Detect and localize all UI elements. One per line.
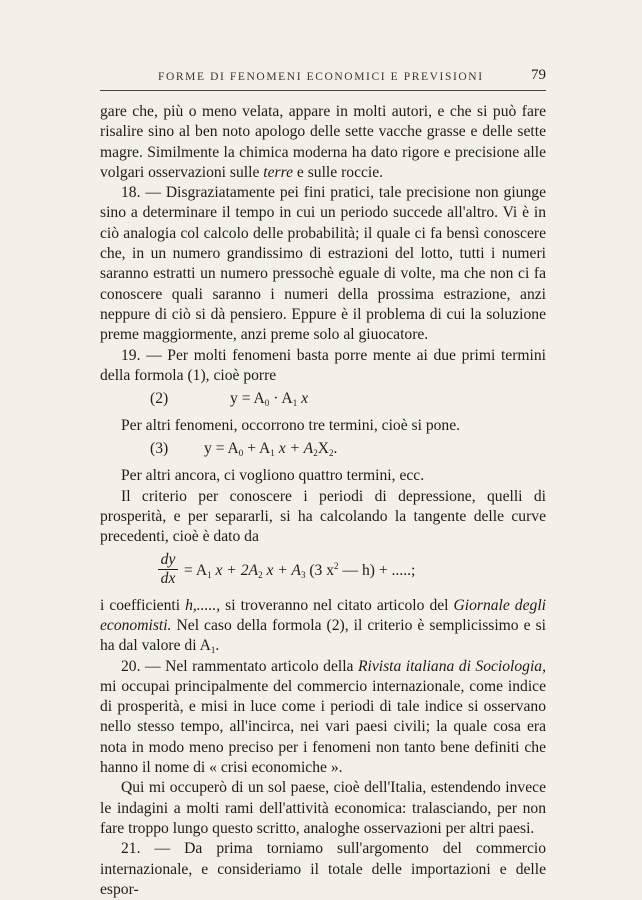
derivative-rhs: = $A_1$ $x + 2A_2$ $x + A_3$ (3 $x^2$ — h) + .....; <box>184 560 416 580</box>
paragraph-criterion: Il criterio per conoscere i periodi di depressione, quelli di prosperità, e per separarli, si ha calcolando la tangente delle curve precedenti, cioè è dato da <box>100 487 546 546</box>
equation-number: (2) <box>150 390 169 408</box>
equation-body: $y = A_0 \cdot A_1$ x <box>230 390 309 409</box>
paragraph-coefficients: i coefficienti h,....., si troveranno nel citato articolo del Giornale degli economisti. Nel caso della formola (2), il criterio è semplicissimo e si ha dal valore di $A_1$. <box>100 596 546 656</box>
paragraph-four-terms: Per altri ancora, ci vogliono quattro termini, ecc. <box>121 467 425 485</box>
paragraph-19: 19. — Per molti fenomeni basta porre mente ai due primi termini della formola (1), cioè porre <box>100 346 546 384</box>
equation-body: $y = A_0 + A_1$ $x + A_2X_2$. <box>204 440 338 459</box>
equation-2 <box>100 389 546 412</box>
paragraph-21: 21. — Da prima torniamo sull'argomento del commercio internazionale, e consideriamo il totale delle importazioni e delle espor- <box>100 840 546 898</box>
running-head: FORME DI FENOMENI ECONOMICI E PREVISIONI <box>158 71 484 83</box>
page-number: 79 <box>531 67 546 83</box>
body-text <box>100 102 546 900</box>
page-header <box>100 64 546 91</box>
equation-number: (3) <box>150 440 169 458</box>
paragraph-continuation: gare che, più o meno velata, appare in molti autori, e che si può fare risalire sino al ben noto apologo delle sette vacche grasse e delle sette magre. Similmente la chimica moderna ha dato rigore e precisione alle volgari osservazioni sulle terre e sulle roccie. <box>100 103 546 181</box>
paragraph-18: 18. — Disgraziatamente pei fini pratici, tale precisione non giunge sino a determinare il tempo in cui un periodo succede all'altro. Vi è in ciò analogia col calcolo delle probabilità; il quale ci fa bensì conoscere che, in un numero grandissimo di estrazioni del lotto, tutti i numeri saranno estratti un numero pressochè eguale di volte, ma che non ci fa conoscere quali saranno i numeri della prossima estrazione, anzi neppure di ciò si dà pensiero. Eppure è il problema di cui la soluzione preme maggiormente, anzi preme solo al giuocatore. <box>100 184 546 344</box>
paragraph-three-terms: Per altri fenomeni, occorrono tre termini, cioè si pone. <box>121 417 461 435</box>
paragraph-20: 20. — Nel rammentato articolo della Rivista italiana di Sociologia, mi occupai principalmente del commercio internazionale, come indice di prosperità, e misi in luce come i periodi di tale indice si osservano nello stesso tempo, all'incirca, nei vari paesi civili; la quale cosa era nota in modo meno preciso per i fenomeni non tanto bene definiti che hanno il nome di « crisi economiche ». <box>100 657 546 777</box>
derivative-fraction: $\frac{dy}{dx}$ <box>158 551 178 588</box>
paragraph-italy: Qui mi occuperò di un sol paese, cioè dell'Italia, estendendo invece le indagini a molti rami dell'attività economica: tralasciando, per non fare troppo lungo questo scritto, analoghe osservazioni per altri paesi. <box>100 779 546 837</box>
equation-3 <box>100 439 546 462</box>
derivative-equation <box>100 551 546 593</box>
